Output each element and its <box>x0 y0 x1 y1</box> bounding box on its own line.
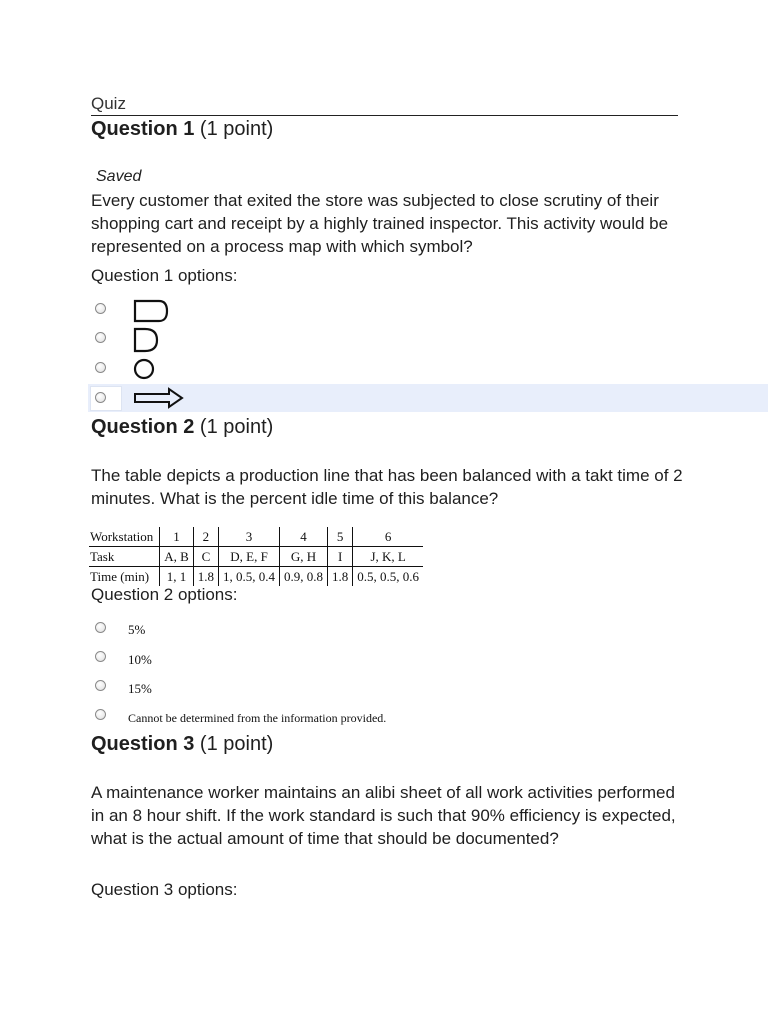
table-cell: C <box>193 547 218 567</box>
question-2-heading <box>91 416 273 439</box>
saved-status: Saved <box>96 168 142 185</box>
question-2-option-2-radio[interactable] <box>95 651 106 662</box>
title-divider <box>91 115 678 116</box>
question-2-option-2-label[interactable]: 10% <box>128 652 152 667</box>
quiz-title: Quiz <box>91 94 126 113</box>
table-cell: 3 <box>219 527 280 547</box>
question-3-heading <box>91 733 273 756</box>
question-3-text: A maintenance worker maintains an alibi sheet of all work activities performed in an 8 hour shift. If the work standard is such that 90% efficiency is expected, what is the actual amount of time that should be documented? <box>91 783 676 848</box>
question-1-option-2-radio[interactable] <box>95 332 106 343</box>
table-cell: J, K, L <box>353 547 423 567</box>
question-2-option-1-label[interactable]: 5% <box>128 622 146 637</box>
table-cell: I <box>328 547 353 567</box>
table-cell: 5 <box>328 527 353 547</box>
question-2-options-label: Question 2 options: <box>91 585 238 604</box>
question-3-options-label: Question 3 options: <box>91 880 238 899</box>
question-1-option-4-radio[interactable] <box>95 392 106 403</box>
d-shape-symbol-icon[interactable] <box>133 327 161 353</box>
table-cell: 1.8 <box>193 567 218 587</box>
question-2-option-3-label[interactable]: 15% <box>128 681 152 696</box>
question-1-option-4-highlight <box>88 384 768 412</box>
question-2-number: Question 2 <box>91 416 195 438</box>
table-cell: Time (min) <box>90 568 150 584</box>
question-2-points: (1 point) <box>199 416 274 438</box>
question-1-text: Every customer that exited the store was subjected to close scrutiny of their shopping cart and receipt by a highly trained inspector. This activity would be represented on a process map with which symbol? <box>91 191 669 256</box>
transport-arrow-symbol-icon[interactable] <box>133 386 185 410</box>
question-2-option-1-radio[interactable] <box>95 622 106 633</box>
table-cell: A, B <box>160 547 194 567</box>
workstation-table <box>89 527 423 586</box>
table-cell: D, E, F <box>219 547 280 567</box>
table-cell: 4 <box>280 527 328 547</box>
question-2-option-4-label[interactable]: Cannot be determined from the information provided. <box>128 711 387 725</box>
question-2-option-4-radio[interactable] <box>95 709 106 720</box>
question-3-points: (1 point) <box>199 733 274 755</box>
table-row <box>89 547 423 567</box>
question-1-heading <box>91 118 273 141</box>
table-cell: Task <box>89 547 160 567</box>
table-cell: 2 <box>193 527 218 547</box>
question-2-text: The table depicts a production line that has been balanced with a takt time of 2 minutes. What is the percent idle time of this balance? <box>91 466 683 508</box>
table-cell: 0.5, 0.5, 0.6 <box>353 567 423 587</box>
question-1-option-1-radio[interactable] <box>95 303 106 314</box>
question-1-options-label: Question 1 options: <box>91 266 238 285</box>
table-cell: 1, 0.5, 0.4 <box>219 567 280 587</box>
table-row <box>89 567 423 587</box>
table-cell: 1 <box>160 527 194 547</box>
table-cell: 1.8 <box>328 567 353 587</box>
table-cell: 1, 1 <box>160 567 194 587</box>
question-1-option-3-radio[interactable] <box>95 362 106 373</box>
circle-operation-symbol-icon[interactable] <box>133 357 159 381</box>
table-cell: G, H <box>280 547 328 567</box>
table-cell: 6 <box>353 527 423 547</box>
question-3-number: Question 3 <box>91 733 195 755</box>
table-row <box>89 527 423 547</box>
question-1-number: Question 1 <box>91 118 195 140</box>
question-2-option-3-radio[interactable] <box>95 680 106 691</box>
delay-symbol-icon[interactable] <box>133 298 169 324</box>
table-cell: Workstation <box>89 527 160 547</box>
question-1-points: (1 point) <box>199 118 274 140</box>
table-cell: 0.9, 0.8 <box>280 567 328 587</box>
